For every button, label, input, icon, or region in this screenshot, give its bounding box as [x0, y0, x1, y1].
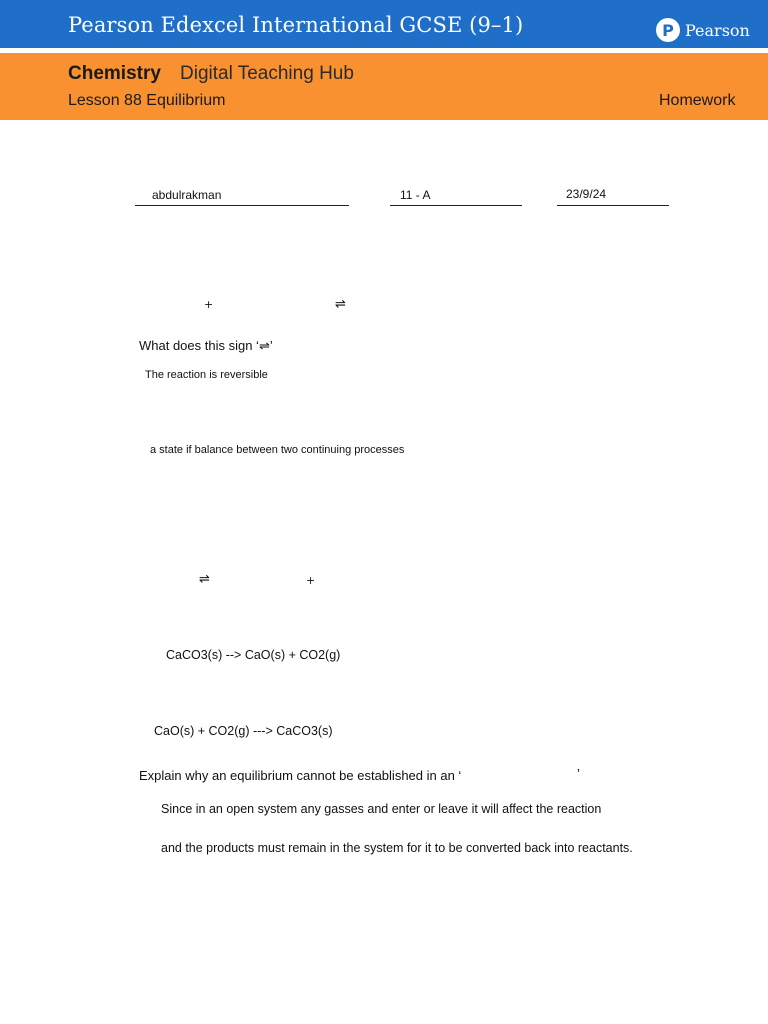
- equilibrium-symbol: ⇌: [199, 572, 210, 587]
- answer-sign[interactable]: The reaction is reversible: [145, 369, 268, 381]
- homework-label: Homework: [659, 92, 736, 109]
- name-field[interactable]: [135, 185, 349, 206]
- reverse-reaction[interactable]: CaO(s) + CO2(g) ---> CaCO3(s): [154, 724, 333, 738]
- date-value: 23/9/24: [566, 187, 607, 201]
- lesson-title: Lesson 88 Equilibrium: [68, 92, 226, 109]
- pearson-logo: [656, 17, 750, 43]
- hub-title: Digital Teaching Hub: [180, 63, 354, 84]
- question-sign: What does this sign ‘⇌’: [139, 338, 273, 353]
- subject-title: Chemistry: [68, 63, 161, 84]
- name-value: abdulrakman: [152, 188, 222, 202]
- answer-equilibrium[interactable]: a state if balance between two continuing processes: [150, 444, 405, 456]
- forward-reaction[interactable]: CaCO3(s) --> CaO(s) + CO2(g): [166, 648, 341, 662]
- top-banner: [0, 0, 768, 48]
- equilibrium-symbol: ⇌: [335, 297, 346, 312]
- answer-open-line-1[interactable]: Since in an open system any gasses and enter or leave it will affect the reaction: [161, 802, 602, 816]
- plus-symbol: +: [306, 574, 316, 587]
- class-field[interactable]: [390, 185, 522, 206]
- question-open-system: Explain why an equilibrium cannot be established in an ‘: [139, 768, 462, 783]
- answer-open-line-2[interactable]: and the products must remain in the system for it to be converted back into reactants.: [161, 841, 633, 855]
- plus-symbol: +: [204, 298, 214, 311]
- course-title: Pearson Edexcel International GCSE (9–1): [68, 13, 524, 37]
- date-field[interactable]: [557, 185, 669, 206]
- pearson-logo-icon: P: [656, 18, 680, 42]
- question-open-system-quote: ’: [577, 766, 580, 781]
- subject-banner: [0, 53, 768, 120]
- class-value: 11 - A: [400, 188, 431, 202]
- pearson-logo-text: Pearson: [685, 20, 750, 40]
